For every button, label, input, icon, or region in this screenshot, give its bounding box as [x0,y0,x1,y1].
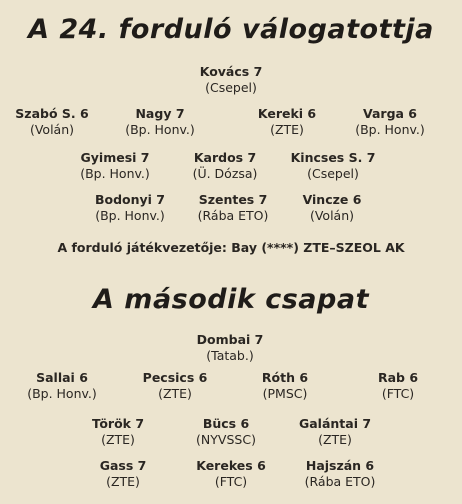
player-name: Kincses S. 7 [290,150,376,165]
player-defender [15,106,88,138]
player-club: (Bp. Honv.) [27,386,97,401]
headline-second-team: A második csapat [93,284,369,315]
player-forward [303,192,362,224]
player-club: (FTC) [214,474,248,489]
player-name: Bodonyi 7 [94,192,166,207]
player-club: (NYVSSC) [196,432,256,447]
player-midfielder [80,150,150,182]
player-name: Szabó S. 6 [15,106,89,121]
player-defender [27,370,97,402]
player-club: (ZTE) [270,122,304,137]
player-club: (Csepel) [205,80,257,95]
player-forward [198,192,269,224]
player-club: (FTC) [381,386,415,401]
player-defender [355,106,425,138]
player-club: (Rába ETO) [304,474,376,489]
player-forward [305,458,376,490]
player-name: Szentes 7 [198,192,268,207]
player-goalkeeper [197,332,264,364]
player-club: (Tatab.) [206,348,254,363]
player-name: Török 7 [91,416,145,431]
player-name: Rab 6 [377,370,419,385]
player-club: (Bp. Honv.) [95,208,165,223]
referee-line: A forduló játékvezetője: Bay (****) ZTE–SZEOL AK [57,240,405,255]
player-forward [196,458,266,490]
player-forward [95,192,165,224]
player-club: (Bp. Honv.) [355,122,425,137]
player-name: Hajszán 6 [305,458,375,473]
player-midfielder [299,416,371,448]
player-defender [262,370,308,402]
player-name: Galántai 7 [298,416,372,431]
player-club: (ZTE) [318,432,352,447]
player-midfielder [196,416,256,448]
player-name: Pecsics 6 [142,370,208,385]
player-name: Kardos 7 [193,150,257,165]
player-name: Bücs 6 [202,416,250,431]
player-name: Sallai 6 [36,370,88,385]
player-club: (Csepel) [307,166,359,181]
player-name: Vincze 6 [302,192,362,207]
player-name: Gyimesi 7 [80,150,150,165]
player-midfielder [291,150,376,182]
player-midfielder [92,416,144,448]
player-defender [258,106,316,138]
player-forward [100,458,147,490]
player-club: (Ü. Dózsa) [192,166,258,181]
player-midfielder [193,150,258,182]
player-name: Gass 7 [99,458,147,473]
player-club: (ZTE) [101,432,135,447]
player-name: Dombai 7 [196,332,264,347]
player-goalkeeper [200,64,263,96]
player-club: (Volán) [29,122,75,137]
player-name: Róth 6 [261,370,309,385]
player-club: (Bp. Honv.) [125,122,195,137]
player-club: (Rába ETO) [197,208,269,223]
player-club: (ZTE) [106,474,140,489]
player-club: (Bp. Honv.) [80,166,150,181]
player-name: Varga 6 [362,106,418,121]
player-club: (ZTE) [158,386,192,401]
player-club: (Volán) [309,208,355,223]
player-defender [378,370,418,402]
player-name: Kereki 6 [257,106,317,121]
player-defender [143,370,208,402]
player-name: Kerekes 6 [196,458,266,473]
player-name: Nagy 7 [135,106,185,121]
player-name: Kovács 7 [199,64,263,79]
player-club: (PMSC) [262,386,308,401]
headline-best-eleven: A 24. forduló válogatottja [28,14,434,45]
player-defender [125,106,195,138]
